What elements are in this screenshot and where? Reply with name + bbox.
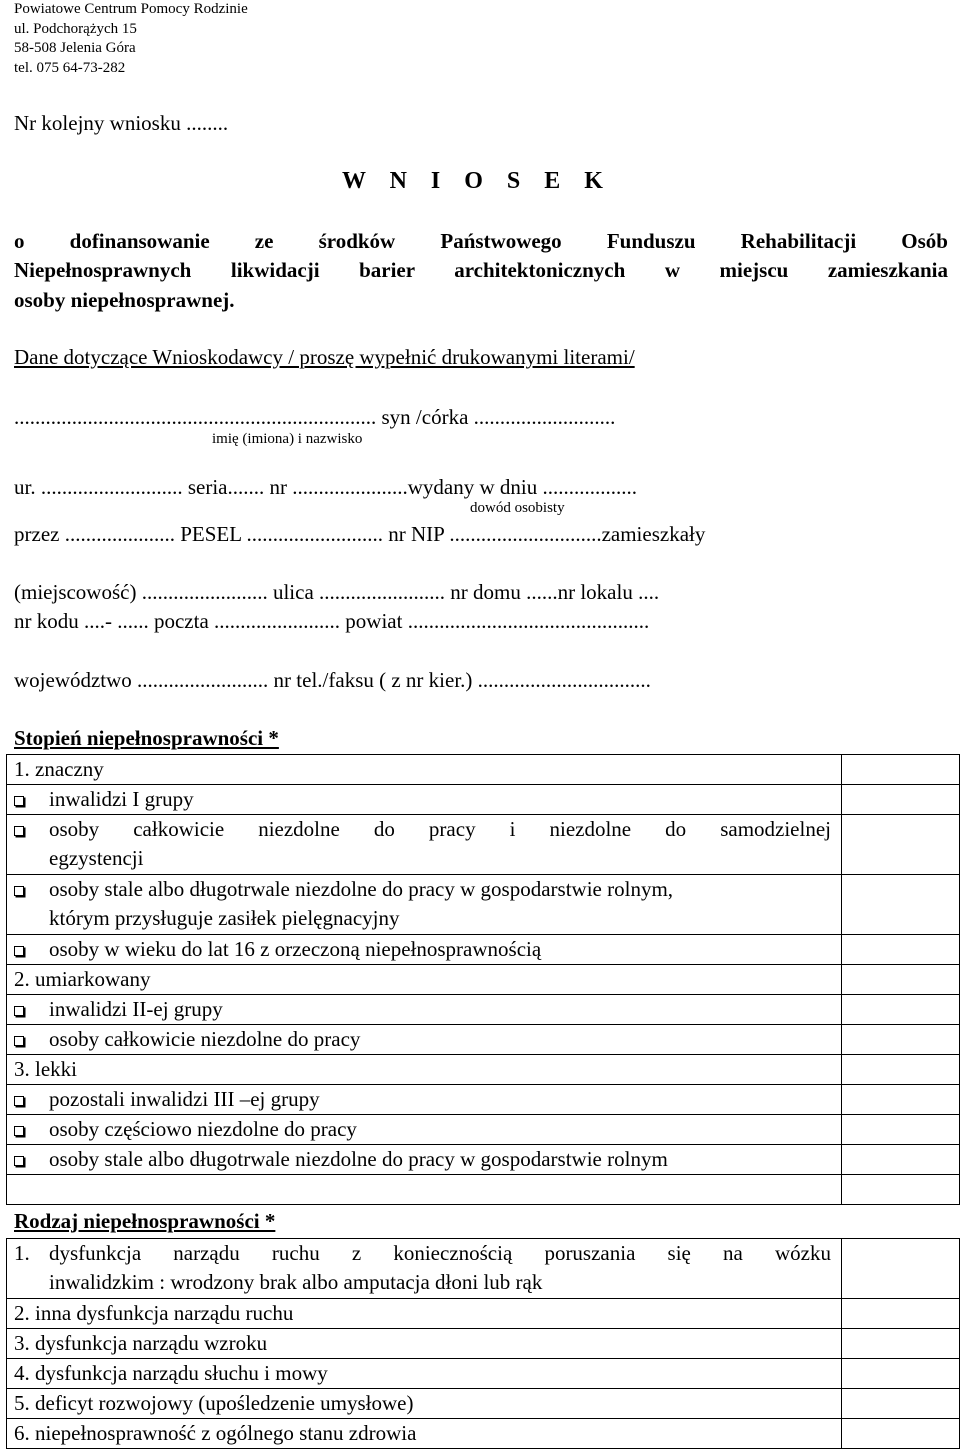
degree-mark-cell[interactable] [842, 875, 960, 935]
type-item-1-label: dysfunkcja narządu ruchu z koniecznością poruszania się na wózku [49, 1241, 831, 1265]
type-item-1-label-continued: inwalidzkim : wrodzony brak albo amputacja dłoni lub rąk [49, 1270, 543, 1294]
checkbox-icon[interactable] [14, 1156, 24, 1166]
degree-group-2-label: 2. umiarkowany [14, 967, 151, 991]
institution-city: 58-508 Jelenia Góra [14, 40, 136, 56]
type-mark-cell[interactable] [842, 1389, 960, 1419]
institution-phone: tel. 075 64-73-282 [14, 59, 126, 76]
degree-option-label: inwalidzi I grupy [49, 787, 194, 811]
degree-mark-cell[interactable] [842, 1025, 960, 1055]
issuer-pesel-nip-line[interactable]: przez ..................... PESEL .......................... nr NIP .............................zamieszkały [14, 522, 706, 546]
type-section-heading: Rodzaj niepełnosprawności * [14, 1209, 276, 1233]
type-mark-cell[interactable] [842, 1239, 960, 1299]
name-caption: imię (imiona) i nazwisko [212, 431, 363, 447]
degree-mark-cell[interactable] [842, 995, 960, 1025]
degree-option-label: pozostali inwalidzi III –ej grupy [49, 1087, 320, 1111]
type-item-6: 6. niepełnosprawność z ogólnego stanu zdrowia [14, 1421, 417, 1445]
institution-street: ul. Podchorążych 15 [14, 20, 137, 37]
intro-line-3: osoby niepełnosprawnej. [14, 288, 235, 312]
degree-mark-cell[interactable] [842, 1055, 960, 1085]
checkbox-icon[interactable] [14, 1036, 24, 1046]
type-mark-cell[interactable] [842, 1359, 960, 1389]
degree-mark-cell[interactable] [842, 1115, 960, 1145]
degree-option-label: osoby stale albo długotrwale niezdolne do pracy w gospodarstwie rolnym, [49, 877, 674, 901]
checkbox-icon[interactable] [14, 826, 24, 836]
institution-name: Powiatowe Centrum Pomocy Rodzinie [14, 1, 248, 17]
birth-id-line[interactable]: ur. ........................... seria....... nr ......................wydany w dniu .................. [14, 475, 637, 499]
applicant-section-heading: Dane dotyczące Wnioskodawcy / proszę wypełnić drukowanymi literami/ [14, 345, 635, 369]
degree-mark-cell[interactable] [842, 965, 960, 995]
degree-mark-cell[interactable] [842, 785, 960, 815]
degree-mark-cell[interactable] [842, 1145, 960, 1175]
type-mark-cell[interactable] [842, 1329, 960, 1359]
address-line[interactable]: (miejscowość) ........................ ulica ........................ nr domu ......nr lokalu .... [14, 580, 660, 604]
type-mark-cell[interactable] [842, 1299, 960, 1329]
type-item-4: 4. dysfunkcja narządu słuchu i mowy [14, 1361, 328, 1385]
checkbox-icon[interactable] [14, 1096, 24, 1106]
checkbox-icon[interactable] [14, 1006, 24, 1016]
degree-option-label: osoby całkowicie niezdolne do pracy [49, 1027, 361, 1051]
intro-line-2: Niepełnosprawnych likwidacji barier architektonicznych w miejscu zamieszkania [14, 258, 948, 282]
province-phone-line[interactable]: województwo ......................... nr tel./faksu ( z nr kier.) ................................. [14, 668, 651, 692]
id-caption: dowód osobisty [470, 500, 565, 516]
checkbox-icon[interactable] [14, 946, 24, 956]
document-title: W N I O S E K [342, 168, 605, 194]
degree-mark-cell[interactable] [842, 935, 960, 965]
degree-option-label-continued: którym przysługuje zasiłek pielęgnacyjny [49, 906, 400, 930]
name-field-line[interactable]: ..................................................................... syn /córka ........................... [14, 405, 616, 429]
degree-mark-cell[interactable] [842, 755, 960, 785]
application-number: Nr kolejny wniosku ........ [14, 111, 229, 135]
type-item-1-number: 1. [14, 1241, 30, 1265]
checkbox-icon[interactable] [14, 886, 24, 896]
degree-section-heading: Stopień niepełnosprawności * [14, 726, 279, 750]
type-mark-cell[interactable] [842, 1419, 960, 1449]
degree-mark-cell[interactable] [842, 815, 960, 875]
type-item-5: 5. deficyt rozwojowy (upośledzenie umysłowe) [14, 1391, 414, 1415]
degree-group-1-label: 1. znaczny [14, 757, 104, 781]
degree-option-label: osoby częściowo niezdolne do pracy [49, 1117, 357, 1141]
type-item-2: 2. inna dysfunkcja narządu ruchu [14, 1301, 294, 1325]
degree-option-label: osoby stale albo długotrwale niezdolne do pracy w gospodarstwie rolnym [49, 1147, 668, 1171]
degree-mark-cell[interactable] [842, 1085, 960, 1115]
checkbox-icon[interactable] [14, 1126, 24, 1136]
degree-group-3-label: 3. lekki [14, 1057, 77, 1081]
degree-option-label-continued: egzystencji [49, 846, 144, 870]
intro-line-1: o dofinansowanie ze środków Państwowego Funduszu Rehabilitacji Osób [14, 229, 948, 253]
degree-option-label: osoby całkowicie niezdolne do pracy i niezdolne do samodzielnej [49, 817, 831, 841]
degree-option-label: osoby w wieku do lat 16 z orzeczoną niepełnosprawnością [49, 937, 542, 961]
degree-option-label: inwalidzi II-ej grupy [49, 997, 223, 1021]
degree-mark-cell[interactable] [842, 1175, 960, 1205]
checkbox-icon[interactable] [14, 796, 24, 806]
postal-line[interactable]: nr kodu ....- ...... poczta ........................ powiat .............................................. [14, 609, 650, 633]
type-item-3: 3. dysfunkcja narządu wzroku [14, 1331, 268, 1355]
